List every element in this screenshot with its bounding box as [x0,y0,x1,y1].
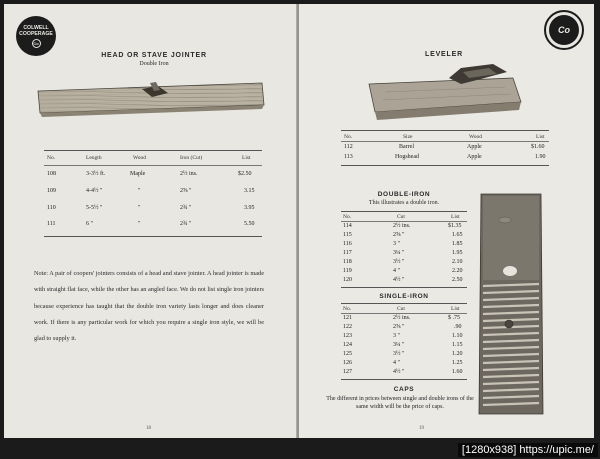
cell-no: 123 [343,333,352,339]
col-header-length: Length [86,155,102,161]
cell-no: 109 [47,188,56,194]
cell-no: 122 [343,324,352,330]
cell-list: 1.20 [452,351,463,357]
cell-length: 3-3½ ft. [86,171,106,177]
cell-no: 114 [343,223,352,229]
page-number-left: 18 [146,426,151,431]
leveler-col-list: List [536,134,545,140]
cell-cut: 3 " [393,333,400,339]
leveler-col-wood: Wood [469,134,483,140]
cell-list: 3.95 [244,205,255,211]
cell-list: 2.10 [452,259,463,265]
cell-list: 2.20 [452,268,463,274]
plane-iron-illustration [475,190,547,418]
single-iron-bottom-rule [341,379,467,380]
cell-wood: " [138,221,141,227]
cell-no: 117 [343,250,352,256]
single-col-cut: Cut [397,306,405,312]
cell-iron: 2⅝ " [180,188,192,194]
caps-title: CAPS [393,386,415,393]
cell-length: 4-4½ " [86,188,103,194]
double-iron-title: DOUBLE-IRON [377,191,431,198]
left-page [4,4,297,438]
cell-no: 112 [344,144,353,150]
cell-list: 1.90 [535,154,546,160]
leveler-col-no: No. [344,134,353,140]
leveler-title: LEVELER [425,51,463,58]
jointer-title: HEAD OR STAVE JOINTER [101,52,207,59]
cell-no: 121 [343,315,352,321]
cell-list: 1.25 [452,360,463,366]
cell-wood: " [138,205,141,211]
cell-size: Hogshead [395,154,419,160]
col-header-wood: Wood [133,155,147,161]
cell-cut: 2½ ins. [393,223,411,229]
cell-wood: " [138,188,141,194]
cell-cut: 4 " [393,360,400,366]
double-iron-bottom-rule [341,287,467,288]
cell-list: 1.15 [452,342,463,348]
cell-no: 111 [47,221,56,227]
cell-list: 1.95 [452,250,463,256]
caps-note: The different in prices between single and double irons of the same width will be the price of caps. [326,396,474,410]
col-header-no: No. [47,155,56,161]
leveler-top-rule [341,130,549,131]
cell-list: $1.60 [531,144,545,150]
single-iron-title: SINGLE-IRON [379,293,429,300]
logo-line-2: COOPERAGE [19,31,53,37]
cell-list: 1.65 [452,232,463,238]
cell-cut: 3 " [393,241,400,247]
cell-list: $2.50 [238,171,252,177]
cell-list: 2.50 [452,277,463,283]
cell-no: 127 [343,369,352,375]
single-col-no: No. [343,306,352,312]
leveler-plane-illustration [365,62,525,126]
cell-cut: 4½ " [393,369,405,375]
cell-iron: 2¾ " [180,221,192,227]
cell-wood: Maple [130,171,146,177]
cell-cut: 3¼ " [393,342,405,348]
page-number-right: 19 [419,426,424,431]
cell-iron: 2½ ins. [180,171,198,177]
cell-cut: 3½ " [393,259,405,265]
table-header-rule [44,165,262,166]
jointer-subtitle: Double Iron [139,61,169,67]
single-col-list: List [451,306,460,312]
right-page [299,4,594,438]
cell-cut: 2½ ins. [393,315,411,321]
cell-cut: 4 " [393,268,400,274]
cell-cut: 2⅝ " [393,232,405,238]
cell-list: 1.60 [452,369,463,375]
colwell-cooperage-logo [16,16,56,56]
cell-size: Barrel [399,144,414,150]
leveler-header-rule [341,141,549,142]
table-bottom-rule [44,236,262,237]
cell-wood: Apple [467,144,482,150]
cell-iron: 2¾ " [180,205,192,211]
double-col-no: No. [343,214,352,220]
cell-no: 125 [343,351,352,357]
single-iron-top-rule [341,303,467,304]
jointer-note: Note: A pair of coopers' jointers consists of a head and stave jointer. A head jointer is made with straight flat face, while the other has an angled face. We do not list single iron jointers because experience has taught that the double iron variety lasts longer and does cleaner work. If there is any particular work for which you require a single iron style, we will be glad to supply it. [34,270,264,343]
table-top-rule [44,150,262,151]
cell-no: 118 [343,259,352,265]
col-header-iron: Iron (Cut) [180,155,203,161]
cell-no: 110 [47,205,56,211]
cell-cut: 2⅝ " [393,324,405,330]
cell-list: $ .75 [448,315,460,321]
cell-cut: 3½ " [393,351,405,357]
cell-no: 115 [343,232,352,238]
cell-cut: 3¼ " [393,250,405,256]
double-col-cut: Cut [397,214,405,220]
double-iron-header-rule [341,221,467,222]
col-header-list: List [242,155,251,161]
cooperage-seal-logo [544,10,584,50]
leveler-col-size: Size [403,134,413,140]
cell-no: 126 [343,360,352,366]
cell-no: 116 [343,241,352,247]
leveler-bottom-rule [341,165,549,166]
jointer-plane-illustration [34,79,266,119]
cell-no: 113 [344,154,353,160]
seal-text: Co [549,15,579,45]
cell-list: 3.15 [244,188,255,194]
cell-length: 5-5½ " [86,205,103,211]
cell-no: 119 [343,268,352,274]
double-iron-subtitle: This illustrates a double iron. [368,200,440,206]
double-col-list: List [451,214,460,220]
cell-no: 124 [343,342,352,348]
cell-no: 108 [47,171,56,177]
cell-list: 1.10 [452,333,463,339]
double-iron-top-rule [341,211,467,212]
cell-wood: Apple [467,154,482,160]
logo-line-1: COLWELL [23,25,49,31]
cell-no: 120 [343,277,352,283]
cell-list: .90 [454,324,462,330]
logo-mark: Co [33,41,39,46]
cell-list: 5.50 [244,221,255,227]
cell-length: 6 " [86,221,93,227]
cell-list: $1.35 [448,223,462,229]
single-iron-header-rule [341,313,467,314]
image-source-watermark: [1280x938] https://upic.me/ [458,443,598,457]
cell-list: 1.85 [452,241,463,247]
cell-cut: 4½ " [393,277,405,283]
